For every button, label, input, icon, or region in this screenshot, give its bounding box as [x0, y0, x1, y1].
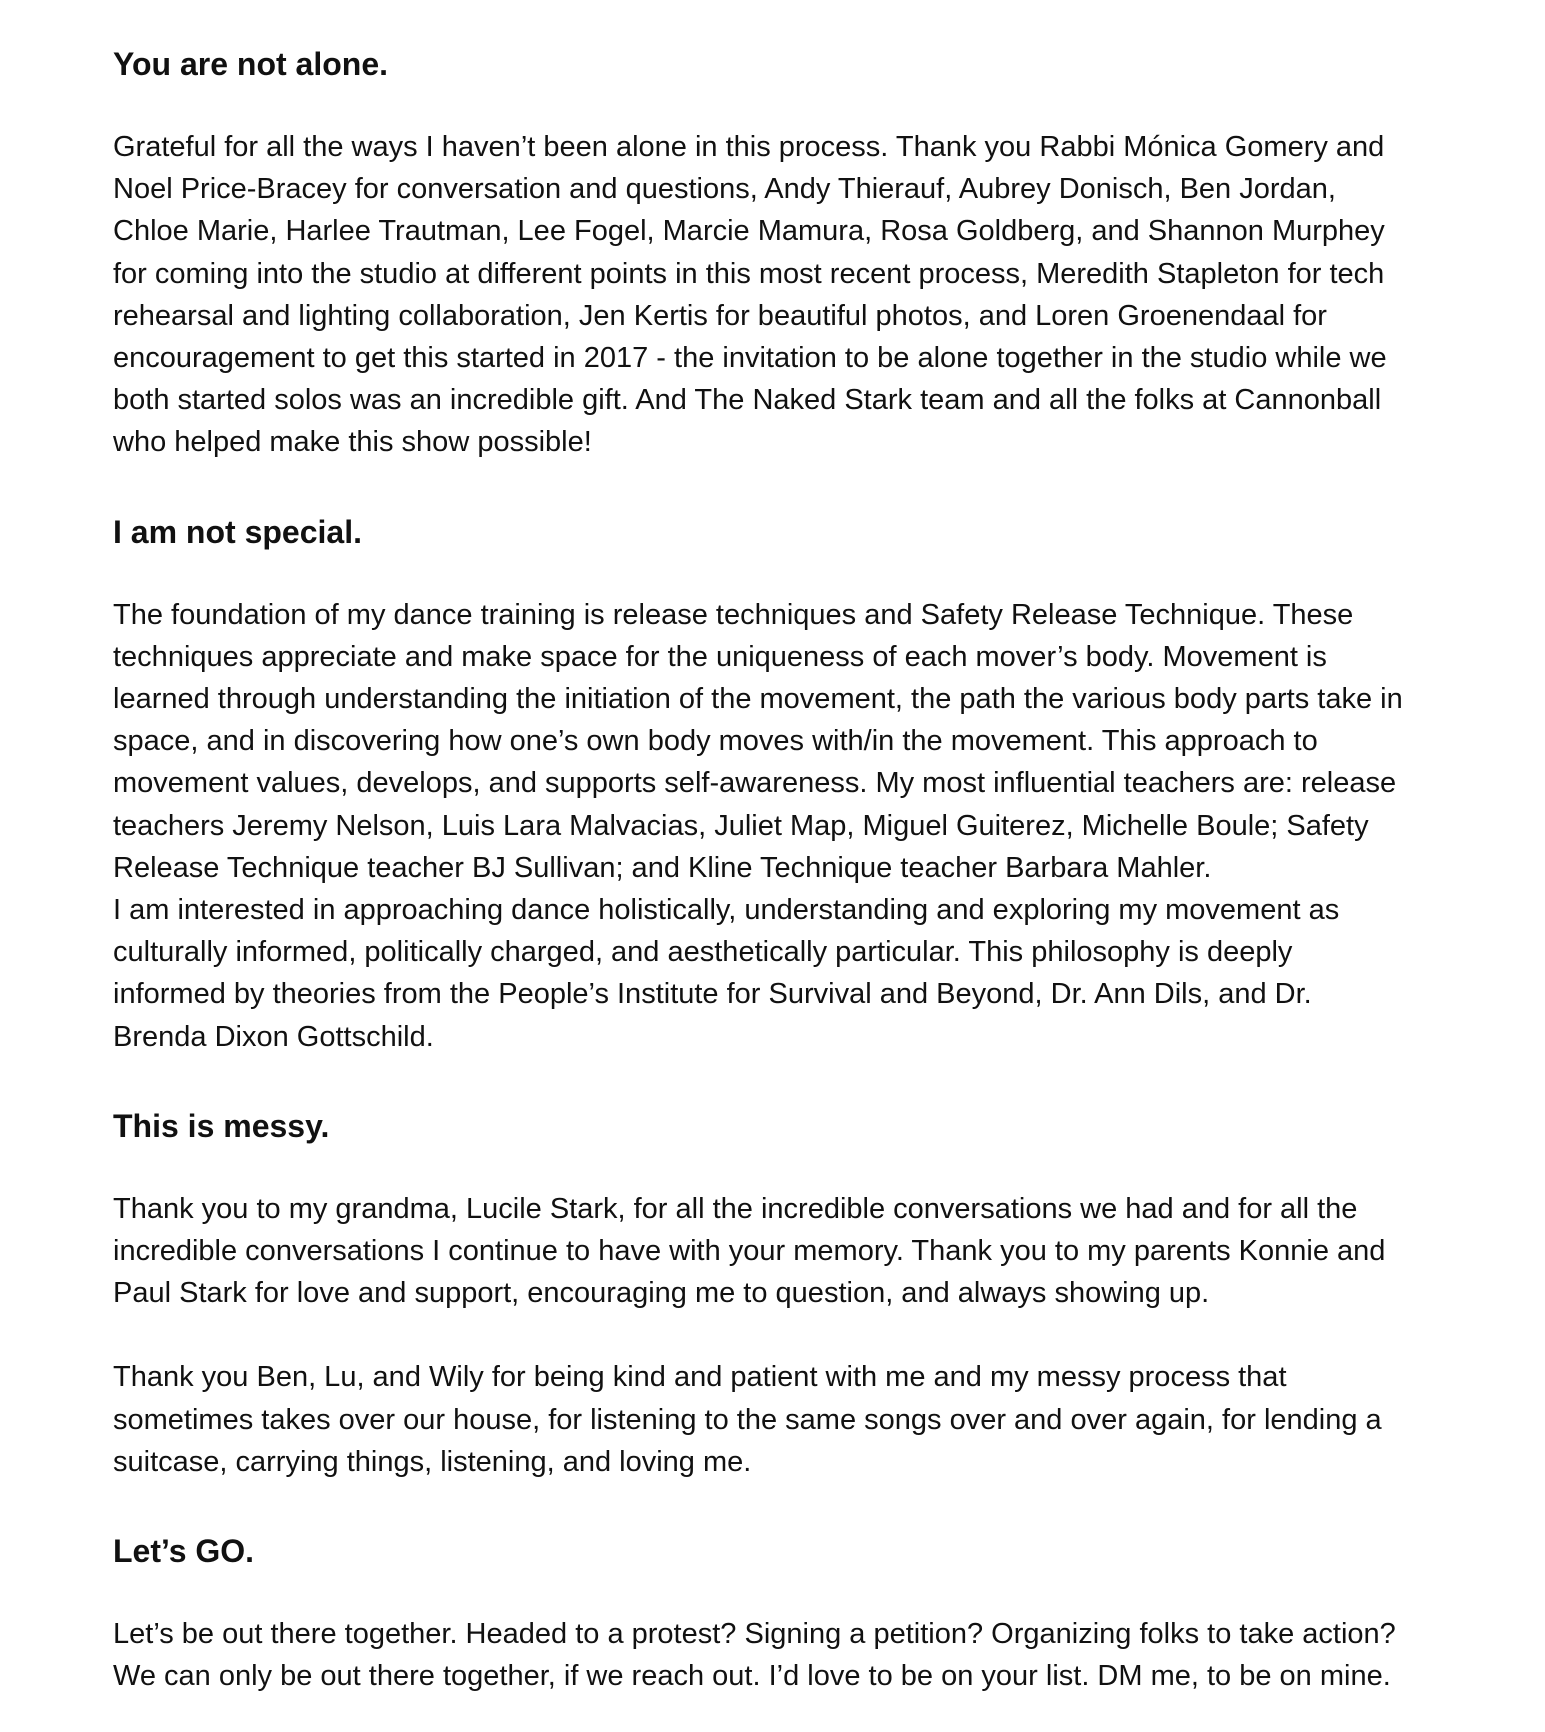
section-heading: You are not alone.	[113, 46, 388, 82]
section-lets-go	[113, 1527, 1483, 1697]
text-line: Thank you to my grandma, Lucile Stark, for all the incredible conversations we had and for all the	[113, 1192, 1358, 1225]
text-line: rehearsal and lighting collaboration, Jen Kertis for beautiful photos, and Loren Groenendaal for	[113, 299, 1327, 332]
text-line: space, and in discovering how one’s own body moves with/in the movement. This approach to	[113, 725, 1318, 758]
text-line: Paul Stark for love and support, encouraging me to question, and always showing up.	[113, 1277, 1210, 1310]
text-line: for coming into the studio at different points in this most recent process, Meredith Stapleton for tech	[113, 257, 1385, 290]
text-line: culturally informed, politically charged, and aesthetically particular. This philosophy is deeply	[113, 936, 1293, 969]
text-line: techniques appreciate and make space for the uniqueness of each mover’s body. Movement is	[113, 640, 1327, 673]
text-line: I am interested in approaching dance holistically, understanding and exploring my movement as	[113, 894, 1340, 927]
text-line: We can only be out there together, if we reach out. I’d love to be on your list. DM me, to be on mine.	[113, 1660, 1391, 1693]
section-heading: Let’s GO.	[113, 1533, 255, 1570]
text-line: informed by theories from the People’s Institute for Survival and Beyond, Dr. Ann Dils, and Dr.	[113, 978, 1312, 1011]
section-you-are-not-alone	[113, 40, 1483, 464]
text-line: Release Technique teacher BJ Sullivan; and Kline Technique teacher Barbara Mahler.	[113, 851, 1212, 884]
text-line: learned through understanding the initiation of the movement, the path the various body parts take in	[113, 683, 1403, 716]
text-line: who helped make this show possible!	[113, 426, 592, 459]
text-line: Grateful for all the ways I haven’t been alone in this process. Thank you Rabbi Mónica Gomery and	[113, 131, 1385, 163]
paragraph-gratitude	[113, 126, 1483, 464]
section-this-is-messy	[113, 1102, 1483, 1483]
text-line: Noel Price-Bracey for conversation and questions, Andy Thierauf, Aubrey Donisch, Ben Jordan,	[113, 173, 1336, 206]
text-line: incredible conversations I continue to have with your memory. Thank you to my parents Konnie and	[113, 1235, 1386, 1268]
text-line: Chloe Marie, Harlee Trautman, Lee Fogel, Marcie Mamura, Rosa Goldberg, and Shannon Murphey	[113, 215, 1385, 248]
text-line: Let’s be out there together. Headed to a protest? Signing a petition? Organizing folks to take action?	[113, 1618, 1396, 1651]
section-heading: This is messy.	[113, 1107, 330, 1144]
text-line: encouragement to get this started in 2017 - the invitation to be alone together in the studio while we	[113, 342, 1387, 375]
section-i-am-not-special	[113, 508, 1483, 1058]
text-line: Brenda Dixon Gottschild.	[113, 1020, 434, 1053]
paragraph-training	[113, 594, 1483, 1058]
paragraph-family	[113, 1188, 1483, 1315]
paragraph-household	[113, 1356, 1483, 1483]
text-line: Thank you Ben, Lu, and Wily for being kind and patient with me and my messy process that	[113, 1361, 1287, 1394]
text-line: teachers Jeremy Nelson, Luis Lara Malvacias, Juliet Map, Miguel Guiterez, Michelle Boule; Safety	[113, 809, 1369, 842]
text-line: suitcase, carrying things, listening, and loving me.	[113, 1445, 752, 1478]
text-line: The foundation of my dance training is release techniques and Safety Release Technique. These	[113, 598, 1354, 631]
text-line: both started solos was an incredible gift. And The Naked Stark team and all the folks at Cannonball	[113, 384, 1382, 417]
text-line: sometimes takes over our house, for listening to the same songs over and over again, for lending a	[113, 1403, 1382, 1436]
section-heading: I am not special.	[113, 513, 362, 550]
text-line: movement values, develops, and supports self-awareness. My most influential teachers are: release	[113, 767, 1397, 800]
paragraph-call-to-action	[113, 1613, 1483, 1697]
document-body	[113, 40, 1483, 1697]
